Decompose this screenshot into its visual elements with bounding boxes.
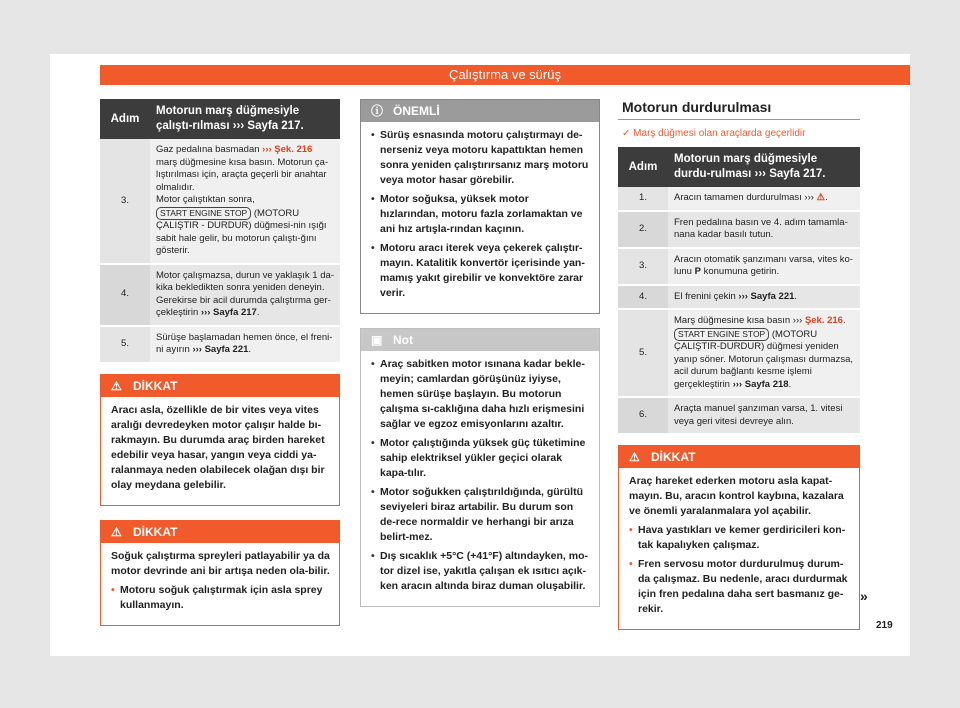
warning-triangle-icon: ⚠ — [111, 378, 122, 393]
info-circle-icon: ⓘ — [371, 104, 384, 118]
middle-column — [360, 99, 600, 607]
table-row: 1. Aracın tamamen durdurulması ››› ⚠. — [618, 187, 860, 211]
stop-steps-table: Adım Motorun marş düğmesiyle durdu-rulması ››› Sayfa 217. 1. Aracın tamamen durdurulması ››› ⚠. 2. Fren pedalına basın ve 4. adım tamamla-nana kadar basılı tutun. 3. Aracın otomatik şanzımanı varsa, vites ko-lunu P konumuna getirin. 4. El frenini çekin ››› Sayfa 221. 5. Marş düğmesine kısa basın ››› Şek. 216. START ENGINE STOP (MOTORU ÇALIŞTIR-DURDUR) düğmesi yeniden yanıp söner. Motorun çalışması durmazsa, acil durum bağlantı kesme işlemi gerçekleştirin ››› Sayfa 218. 6. Araçta manuel şanzıman varsa, 1. vitesi veya geri vitesi devreye alın. — [618, 147, 860, 435]
table-row: 3. Gaz pedalına basmadan ››› Şek. 216 marş düğmesine kısa basın. Motorun ça-lıştırılması için, araçta geçerli bir anahtar olmalıdır. Motor çalıştıktan sonra, START ENGINE STOP (MOTORU ÇALIŞTIR - DURDUR) düğmesi-nin ışığı sabit hale gelir, bu motorun çalıştı-ğını gösterir. — [100, 139, 340, 264]
start-steps-table — [100, 99, 340, 364]
page-link[interactable]: ››› Sayfa 218 — [732, 378, 789, 390]
section-title: Motorun durdurulması — [618, 99, 860, 120]
check-icon: ✓ — [622, 128, 631, 139]
warning-box-3: ⚠ DİKKAT Araç hareket ederken motoru asla kapat-mayın. Bu, aracın kontrol kaybına, kazalara ve önemli yaralanmalara yol açabilir. • Hava yastıkları ve kemer gerdiricileri kon-tak kapalıyken çalışmaz. • Fren servosu motor durdurulmuş durum-da çalışmaz. Bu nedenle, aracı durdurmak için fren pedalına daha sert basmanız ge-rekir. — [618, 445, 860, 630]
page-number: 219 — [876, 620, 893, 631]
note-box: ▣ Not • Araç sabitken motor ısınana kadar bekle-meyin; camlardan görüşünüz iyiyse, hemen sürüşe başlayın. Bu motorun çalışma sı-caklığına daha hızlı erişmesini sağlar ve egzoz emisyonlarını azaltır. • Motor çalıştığında yüksek güç tüketimine sahip elektriksel yükler geçici olarak kapa-tılır. • Motor soğukken çalıştırıldığında, gürültü seviyeleri biraz artabilir. Bu durum son de-rece normaldir ve herhangi bir arıza belirt-mez. • Dış sıcaklık +5°C (+41°F) altındayken, mo-tor dizel ise, yakıtla çalışan ek ısıtıcı açık-ken aracın altında biraz duman oluşabilir. — [360, 328, 600, 607]
col-title-header: Motorun marş düğmesiyle çalıştı-rılması ››› Sayfa 217. — [150, 99, 340, 139]
table-row: 5. Sürüşe başlamadan hemen önce, el freni-ni ayırın ››› Sayfa 221. — [100, 326, 340, 363]
page-link[interactable]: ››› Sayfa 217 — [200, 307, 257, 318]
left-column — [100, 99, 340, 626]
warning-triangle-icon: ⚠ — [111, 524, 122, 539]
note-icon: ▣ — [371, 333, 383, 347]
start-stop-button-label: START ENGINE STOP — [156, 207, 251, 220]
col-step-header: Adım — [100, 99, 150, 139]
figure-link[interactable]: Şek. 216 — [804, 315, 843, 326]
continue-marker: » — [860, 588, 868, 604]
important-box: ⓘ ÖNEMLİ • Sürüş esnasında motoru çalıştırmayı de-nerseniz veya motoru kapattıktan hemen sonra yeniden çalıştırırsanız marş motoru veya motor hasar görebilir. • Motor soğuksa, yüksek motor hızlarından, motoru fazla zorlamaktan ve ani hız artışla-rından kaçının. • Motoru aracı iterek veya çekerek çalıştır-mayın. Katalitik konvertör içerisinde yan-mamış yakıt girebilir ve konvektöre zarar verir. — [360, 99, 600, 314]
warning-box-2: ⚠ DİKKAT Soğuk çalıştırma spreyleri patlayabilir ya da motor devrinde ani bir artışa neden ola-bilir. • Motoru soğuk çalıştırmak için asla sprey kullanmayın. — [100, 520, 340, 626]
table-row: 3. Aracın otomatik şanzımanı varsa, vites ko-lunu P konumuna getirin. — [618, 248, 860, 285]
start-stop-button-label: START ENGINE STOP — [674, 328, 769, 341]
table-row: 4. El frenini çekin ››› Sayfa 221. — [618, 285, 860, 310]
table-row: 5. Marş düğmesine kısa basın ››› Şek. 216. START ENGINE STOP (MOTORU ÇALIŞTIR-DURDUR) düğmesi yeniden yanıp söner. Motorun çalışması durmazsa, acil durum bağlantı kesme işlemi gerçekleştirin ››› Sayfa 218. — [618, 309, 860, 397]
section-subtitle: ✓ Marş düğmesi olan araçlarda geçerlidir — [622, 128, 806, 139]
warning-triangle-icon: ⚠ — [629, 450, 640, 464]
page-link[interactable]: ››› Sayfa 221 — [192, 344, 249, 355]
table-row: 6. Araçta manuel şanzıman varsa, 1. vitesi veya geri vitesi devreye alın. — [618, 397, 860, 434]
right-column — [618, 99, 860, 630]
table-row: 2. Fren pedalına basın ve 4. adım tamamla-nana kadar basılı tutun. — [618, 211, 860, 248]
warning-box-1: ⚠ DİKKAT Aracı asla, özellikle de bir vites veya vites aralığı devredeyken motor çalışır halde bı-rakmayın. Bu durumda araç birden hareket edebilir veya hasar, yangın veya ciddi ya-ralanmaya neden olabilecek olağan dışı bir olay meydana gelebilir. — [100, 374, 340, 506]
page-link[interactable]: ››› Sayfa 221 — [738, 290, 795, 302]
figure-link[interactable]: ››› Şek. 216 — [262, 144, 313, 155]
chapter-header: Çalıştırma ve sürüş — [100, 65, 910, 85]
warning-triangle-icon: ⚠ — [816, 192, 826, 203]
table-row: 4. Motor çalışmazsa, durun ve yaklaşık 1 da-kika bekledikten sonra yeniden deneyin. Gerekirse bir acil durumda çalıştırma ger-çekleştirin ››› Sayfa 217. — [100, 264, 340, 326]
